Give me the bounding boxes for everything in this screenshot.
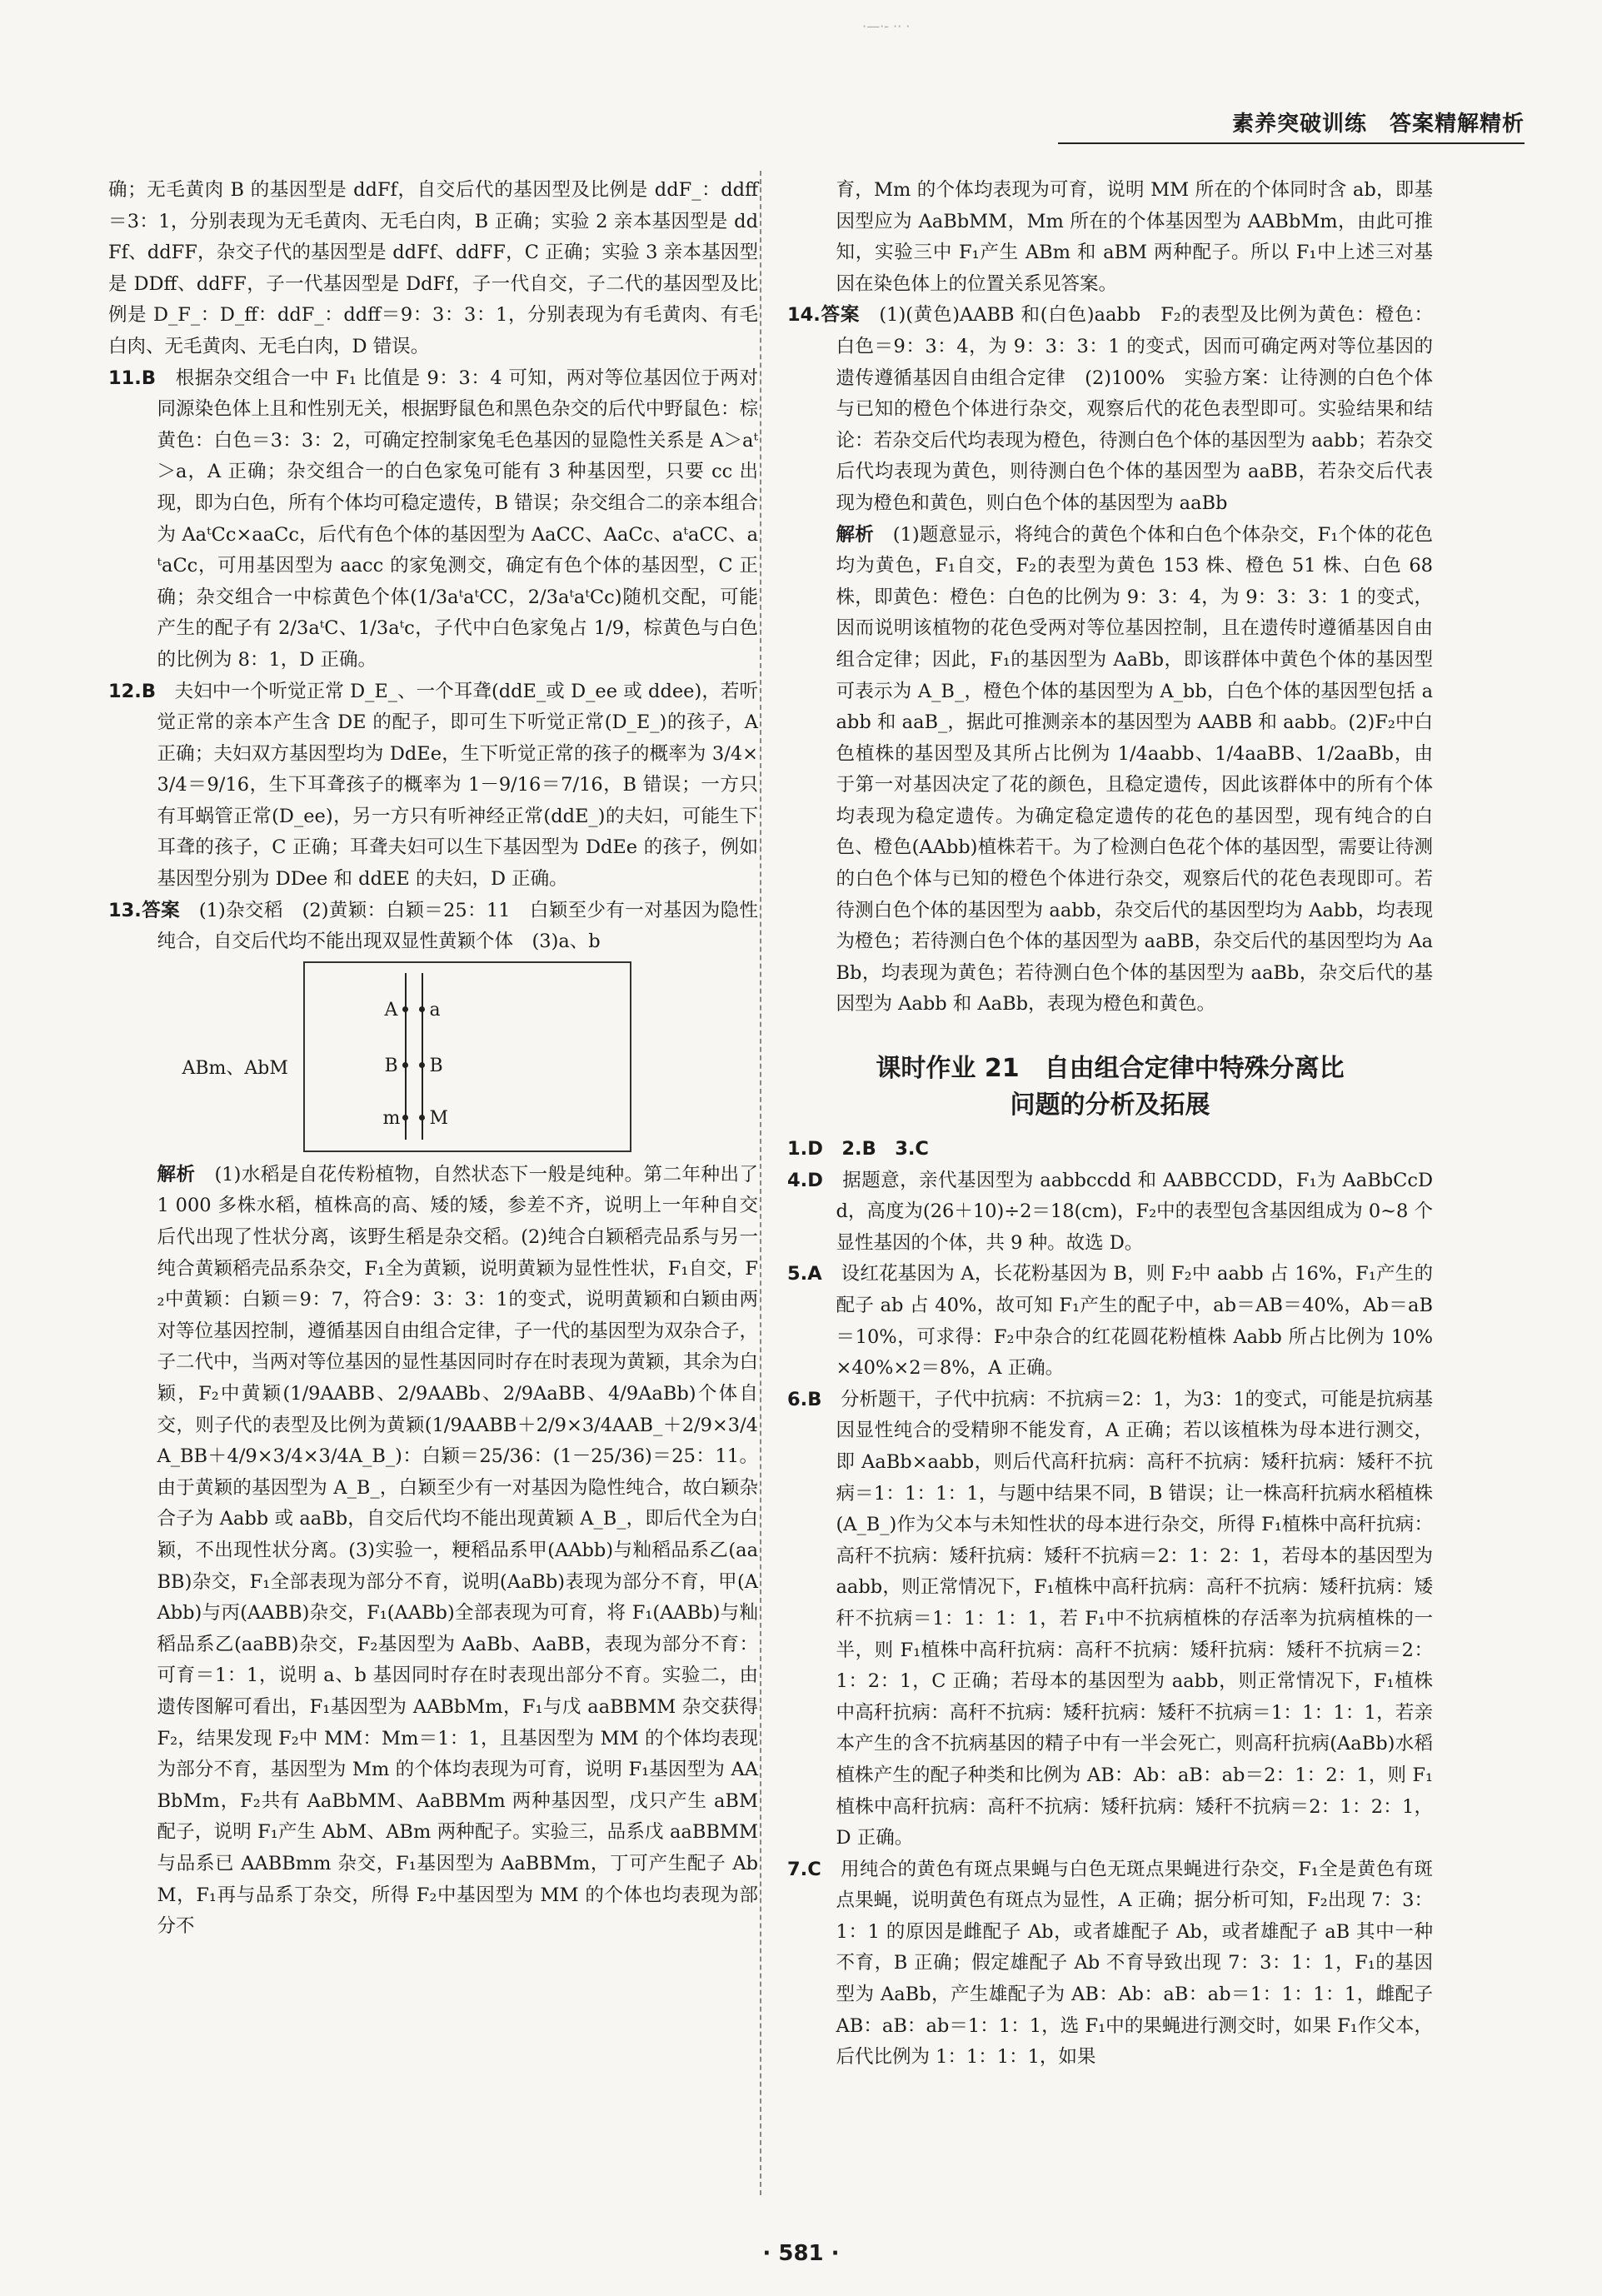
answer-14-keyword: 答案 — [820, 304, 861, 327]
answer-11-text: 根据杂交组合一中 F₁ 比值是 9：3：4 可知，两对等位基因位于两对同源染色体上且和性别无关，根据野鼠色和黑色杂交的后代中野鼠色：棕黄色：白色＝3：3：2，可确定控制家兔毛色基因的显隐性关系是 A＞aᵗ＞a，A 正确；杂交组合一的白色家兔可能有 3 种基因型，只要 cc 出现，即为白色，所有个体均可稳定遗传，B 错误；杂交组合二的亲本组合为 AaᵗCc×aaCc，后代有色个体的基因型为 AaCC、AaCc、aᵗaCC、aᵗaCc，可用基因型为 aacc 的家兔测交，确定有色个体的基因型，C 正确；杂交组合一中棕黄色个体(1/3aᵗaᵗCC，2/3aᵗaᵗCc)随机交配，可能产生的配子有 2/3aᵗC、1/3aᵗc，子代中白色家兔占 1/9，棕黄色与白色的比例为 8：1，D 正确。 — [157, 367, 758, 671]
allele-right-3: M — [429, 1107, 449, 1129]
locus-dot — [402, 1006, 408, 1012]
chromosome-diagram — [157, 961, 759, 1153]
answer-6-text: 分析题干，子代中抗病：不抗病＝2：1，为3：1的变式，可能是抗病基因显性纯合的受精卵不能发育，A 正确；若以该植株为母本进行测交，即 AaBb×aabb，则后代高秆抗病：高秆不抗病：矮秆抗病：矮秆不抗病＝1：1：1：1，与题中结果不同，B 错误；让一株高秆抗病水稻植株(A_B_)作为父本与未知性状的母本进行杂交，所得 F₁植株中高秆抗病：高秆不抗病：矮秆抗病：矮秆不抗病＝2：1：2：1，若母本的基因型为 aabb，则正常情况下，F₁植株中高秆抗病：高秆不抗病：矮秆抗病：矮秆不抗病＝1：1：1：1，若 F₁中不抗病植株的存活率为抗病植株的一半，则 F₁植株中高秆抗病：高秆不抗病：矮秆抗病：矮秆不抗病＝2：1：2：1，C 正确；若母本的基因型为 aabb，则正常情况下，F₁植株中高秆抗病：高秆不抗病：矮秆抗病：矮秆不抗病＝1：1：1：1，若亲本产生的含不抗病基因的精子中有一半会死亡，则高秆抗病(AaBb)水稻植株产生的配子种类和比例为 AB：Ab：aB：ab＝2：1：2：1，则 F₁植株中高秆抗病：高秆不抗病：矮秆抗病：矮秆不抗病＝2：1：2：1，D 正确。 — [836, 1388, 1433, 1849]
answer-13-keyword: 答案 — [141, 899, 180, 921]
answer-13-number: 13. — [108, 899, 142, 921]
locus-dot — [402, 1115, 408, 1121]
answer-14-analysis-text: (1)题意显示，将纯合的黄色个体和白色个体杂交，F₁个体的花色均为黄色，F₁自交，F₂的表型为黄色 153 株、橙色 51 株、白色 68 株，即黄色：橙色：白色的比例为 9：3：4，为 9：3：3：1 的变式，因而说明该植物的花色受两对等位基因控制，且在遗传时遵循基因自由组合定律；因此，F₁的基因型为 AaBb，即该群体中黄色个体的基因型可表示为 A_B_，橙色个体的基因型为 A_bb，白色个体的基因型包括 aabb 和 aaB_，据此可推测亲本的基因型为 AABB 和 aabb。(2)F₂中白色植株的基因型及其所占比例为 1/4aabb、1/4aaBB、1/2aaBb，由于第一对基因决定了花的颜色，且稳定遗传，因此该群体中的所有个体均表现为稳定遗传。为确定稳定遗传的花色的基因型，现有纯合的白色、橙色(AAbb)植株若干。为了检测白色花个体的基因型，需要让待测的白色个体与已知的橙色个体进行杂交，观察后代的花色表现即可。若待测白色个体的基因型为 aabb，杂交后代的基因型均为 Aabb，均表现为橙色；若待测白色个体的基因型为 aaBB，杂交后代的基因型均为 AaBb，均表现为黄色；若待测白色个体的基因型为 aaBb，杂交后代的基因型为 Aabb 和 AaBb，表现为橙色和黄色。 — [836, 523, 1433, 1016]
answer-13-text: (1)杂交稻 (2)黄颖：白颖＝25：11 白颖至少有一对基因为隐性纯合，自交后代均不能出现双显性黄颖个体 (3)a、b — [157, 899, 758, 953]
answer-12-number: 12.B — [108, 680, 157, 702]
answer-12-text: 夫妇中一个听觉正常 D_E_、一个耳聋(ddE_或 D_ee 或 ddee)，若听觉正常的亲本产生含 DE 的配子，即可生下听觉正常(D_E_)的孩子，A 正确；夫妇双方基因型均为 DdEe，生下听觉正常的孩子的概率为 3/4×3/4＝9/16，生下耳聋孩子的概率为 1－9/16＝7/16，B 错误；一方只有耳蜗管正常(D_ee)，另一方只有听神经正常(ddE_)的夫妇，可能生下耳聋的孩子，C 正确；耳聋夫妇可以生下基因型为 DdEe 的孩子，例如基因型分别为 DDee 和 ddEE 的夫妇，D 正确。 — [157, 680, 758, 891]
answer-7-text: 用纯合的黄色有斑点果蝇与白色无斑点果蝇进行杂交，F₁全是黄色有斑点果蝇，说明黄色有斑点为显性，A 正确；据分析可知，F₂出现 7：3：1：1 的原因是雌配子 Ab，或者雄配子 Ab，或者雄配子 aB 其中一种不育，B 正确；假定雄配子 Ab 不育导致出现 7：3：1：1，F₁的基因型为 AaBb，产生雄配子为 AB：Ab：aB：ab＝1：1：1：1，雌配子 AB：aB：ab＝1：1：1，选 F₁中的果蝇进行测交时，如果 F₁作父本，后代比例为 1：1：1：1，如果 — [836, 1858, 1433, 2069]
answer-14-analysis-keyword: 解析 — [836, 523, 874, 546]
allele-left-1: A — [384, 999, 398, 1021]
answer-11-number: 11.B — [108, 367, 157, 389]
answer-12 — [108, 676, 758, 896]
running-header: 素养突破训练 答案精解精析 — [1058, 107, 1525, 144]
answer-14 — [787, 300, 1433, 519]
locus-dot — [419, 1115, 425, 1121]
diagram-box — [303, 961, 631, 1152]
answer-13-analysis-text: (1)水稻是自花传粉植物，自然状态下一般是纯种。第二年种出了 1 000 多株水稻，植株高的高、矮的矮，参差不齐，说明上一年种自交后代出现了性状分离，该野生稻是杂交稻。(2)纯合白颖稻壳品系与另一纯合黄颖稻壳品系杂交，F₁全为黄颖，说明黄颖为显性性状，F₁自交，F₂中黄颖：白颖＝9：7，符合9：3：3：1的变式，说明黄颖和白颖由两对等位基因控制，遵循基因自由组合定律，子一代的基因型为双杂合子，子二代中，当两对等位基因的显性基因同时存在时表现为黄颖，其余为白颖，F₂中黄颖(1/9AABB、2/9AABb、2/9AaBB、4/9AaBb)个体自交，则子代的表型及比例为黄颖(1/9AABB＋2/9×3/4AAB_＋2/9×3/4A_BB＋4/9×3/4×3/4A_B_)：白颖＝25/36：(1－25/36)＝25：11。由于黄颖的基因型为 A_B_，白颖至少有一对基因为隐性纯合，故白颖杂合子为 Aabb 或 aaBb，自交后代均不能出现黄颖 A_B_，即后代全为白颖，不出现性状分离。(3)实验一，粳稻品系甲(AAbb)与籼稻品系乙(aaBB)杂交，F₁全部表现为部分不育，说明(AaBb)表现为部分不育，甲(AAbb)与丙(AABB)杂交，F₁(AABb)全部表现为可育，将 F₁(AABb)与籼稻品系乙(aaBB)杂交，F₂基因型为 AaBb、AaBB，表现为部分不育：可育＝1：1，说明 a、b 基因同时存在时表现出部分不育。实验二，由遗传图解可看出，F₁基因型为 AABbMm，F₁与戊 aaBBMM 杂交获得 F₂，结果发现 F₂中 MM：Mm＝1：1，且基因型为 MM 的个体均表现为部分不育，基因型为 Mm 的个体均表现为可育，说明 F₁基因型为 AABbMm，F₂共有 AaBbMM、AaBBMm 两种基因型，戊只产生 aBM 配子，说明 F₁产生 AbM、ABm 两种配子。实验三，品系戊 aaBBMM 与品系已 AABBmm 杂交，F₁基因型为 AaBBMm，丁可产生配子 AbM，F₁再与品系丁杂交，所得 F₂中基因型为 MM 的个体也均表现为部分不 — [157, 1163, 758, 1938]
diagram-gamete-label: ABm、AbM — [182, 1057, 288, 1079]
answer-4 — [787, 1165, 1433, 1260]
answer-14-analysis — [787, 520, 1433, 1021]
answer-7 — [787, 1854, 1433, 2074]
left-column — [108, 175, 758, 1943]
answer-7-number: 7.C — [787, 1858, 821, 1880]
answer-13 — [108, 896, 758, 958]
allele-left-2: B — [384, 1055, 398, 1076]
answer-13-analysis-keyword: 解析 — [157, 1163, 196, 1185]
right-continuation-paragraph: 育，Mm 的个体均表现为可育，说明 MM 所在的个体同时含 ab，即基因型应为 AaBbMM，Mm 所在的个体基因型为 AABbMm，由此可推知，实验三中 F₁产生 ABm 和 aBM 两种配子。所以 F₁中上述三对基因在染色体上的位置关系见答案。 — [836, 179, 1433, 295]
right-column — [787, 175, 1433, 2074]
answer-14-number: 14. — [787, 304, 821, 327]
answer-5-number: 5.A — [787, 1263, 822, 1285]
column-divider — [760, 171, 761, 2195]
answer-6 — [787, 1385, 1433, 1854]
answer-5 — [787, 1259, 1433, 1384]
answer-14-text: (1)(黄色)AABB 和(白色)aabb F₂的表型及比例为黄色：橙色：白色＝9：3：4，为 9：3：3：1 的变式，因而可确定两对等位基因的遗传遵循基因自由组合定律 (2)100% 实验方案：让待测的白色个体与已知的橙色个体进行杂交，观察后代的花色表型即可。实验结果和结论：若杂交后代均表现为橙色，待测白色个体的基因型为 aabb；若杂交后代均表现为黄色，则待测白色个体的基因型为 aaBB，若杂交后代表现为橙色和黄色，则白色个体的基因型为 aaBb — [836, 304, 1433, 514]
answer-4-text: 据题意，亲代基因型为 aabbccdd 和 AABBCCDD，F₁为 AaBbCcDd，高度为(26＋10)÷2＝18(cm)，F₂中的表型包含基因组成为 0~8 个显性基因的个体，共 9 种。故选 D。 — [836, 1169, 1433, 1254]
locus-dot — [419, 1006, 425, 1012]
section-title-line-2: 问题的分析及拓展 — [1010, 1091, 1210, 1121]
section-title-line-1: 课时作业 21 自由组合定律中特殊分离比 — [876, 1054, 1345, 1084]
answer-13-analysis — [108, 1160, 758, 1943]
locus-dot — [419, 1062, 425, 1068]
page-number: · 581 · — [762, 2241, 840, 2266]
locus-dot — [402, 1062, 408, 1068]
allele-right-2: B — [429, 1055, 443, 1076]
scan-mark: ·—·- ·· · — [862, 18, 911, 34]
answer-5-text: 设红花基因为 A，长花粉基因为 B，则 F₂中 aabb 占 16%，F₁产生的配子 ab 占 40%，故可知 F₁产生的配子中，ab＝AB＝40%，Ab＝aB＝10%，可求得：F₂中杂合的红花圆花粉植株 Aabb 所占比例为 10%×40%×2＝8%，A 正确。 — [836, 1263, 1433, 1380]
allele-right-1: a — [429, 999, 441, 1021]
answer-6-number: 6.B — [787, 1388, 822, 1410]
answers-1-3: 1.D 2.B 3.C — [787, 1138, 929, 1160]
section-title — [787, 1051, 1433, 1124]
allele-left-3: m — [382, 1107, 401, 1129]
answer-11 — [108, 363, 758, 676]
answer-4-number: 4.D — [787, 1169, 823, 1191]
left-continuation-paragraph: 确；无毛黄肉 B 的基因型是 ddFf，自交后代的基因型及比例是 ddF_：ddff＝3：1，分别表现为无毛黄肉、无毛白肉，B 正确；实验 2 亲本基因型是 ddFf、ddFF，杂交子代的基因型是 ddFf、ddFF，C 正确；实验 3 亲本基因型是 DDff、ddFF，子一代基因型是 DdFf，子一代自交，子二代的基因型及比例是 D_F_：D_ff：ddF_：ddff＝9：3：3：1，分别表现为有毛黄肉、有毛白肉、无毛黄肉、无毛白肉，D 错误。 — [108, 179, 758, 357]
